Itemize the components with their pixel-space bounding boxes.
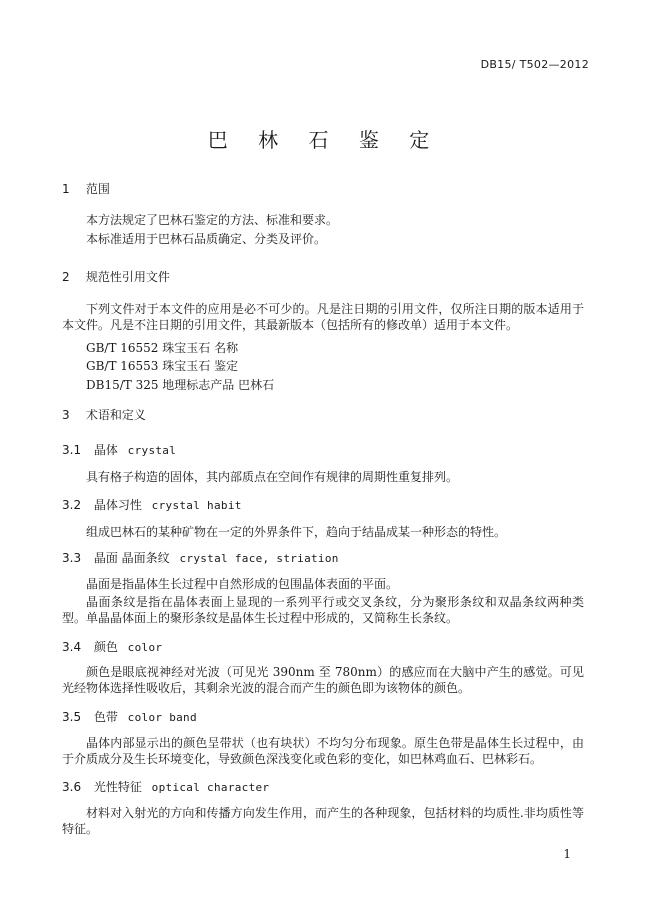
section-1-paragraph-2: 本标准适用于巴林石品质确定、分类及评价。	[86, 232, 327, 246]
subsection-3-5-heading	[62, 708, 197, 725]
subsection-3-1-heading	[62, 441, 176, 458]
subsection-3-6-heading	[62, 778, 269, 795]
term-chinese: 晶面 晶面条纹	[93, 551, 170, 565]
section-2-heading	[62, 268, 170, 285]
term-chinese: 色带	[93, 710, 118, 724]
subsection-number: 3.3	[62, 551, 82, 565]
subsection-3-1-definition: 具有格子构造的固体，其内部质点在空间作有规律的周期性重复排列。	[86, 470, 459, 484]
subsection-3-3-definition-2: 晶面条纹是指在晶体表面上显现的一系列平行或交叉条纹，分为聚形条纹和双晶条纹两种类型。单晶晶体面上的聚形条纹是晶体生长过程中形成的，又简称生长条纹。	[62, 595, 584, 625]
reference-item: GB/T 16553 珠宝玉石 鉴定	[86, 359, 239, 373]
term-chinese: 晶体习性	[93, 498, 142, 512]
document-title: 巴 林 石 鉴 定	[207, 128, 442, 152]
section-title: 术语和定义	[85, 408, 146, 422]
term-chinese: 光性特征	[93, 780, 142, 794]
subsection-number: 3.5	[62, 710, 82, 724]
term-english: optical character	[151, 781, 270, 794]
term-english: crystal	[127, 444, 177, 457]
page-number: 1	[563, 847, 571, 861]
section-number: 3	[62, 408, 70, 422]
subsection-3-2-heading	[62, 496, 242, 513]
subsection-3-2-definition: 组成巴林石的某种矿物在一定的外界条件下，趋向于结晶成某一种形态的特性。	[86, 525, 507, 539]
subsection-number: 3.2	[62, 498, 82, 512]
subsection-3-6-definition: 材料对入射光的方向和传播方向发生作用，而产生的各种现象，包括材料的均质性.非均质性等特征。	[62, 806, 584, 836]
term-english: crystal habit	[151, 499, 242, 512]
section-number: 1	[62, 182, 70, 196]
section-3-heading	[62, 406, 146, 423]
subsection-number: 3.1	[62, 443, 82, 457]
section-2-paragraph-1: 下列文件对于本文件的应用是必不可少的。凡是注日期的引用文件，仅所注日期的版本适用于本文件。凡是不注日期的引用文件，其最新版本（包括所有的修改单）适用于本文件。	[62, 302, 584, 332]
subsection-3-4-definition: 颜色是眼底视神经对光波（可见光 390nm 至 780nm）的感应而在大脑中产生的感觉。可见光经物体选择性吸收后，其剩余光波的混合而产生的颜色即为该物体的颜色。	[62, 665, 584, 695]
term-english: color	[127, 641, 163, 654]
term-english: crystal face, striation	[179, 552, 339, 565]
term-english: color band	[127, 711, 197, 724]
reference-item: DB15/T 325 地理标志产品 巴林石	[86, 378, 275, 392]
subsection-number: 3.6	[62, 780, 82, 794]
section-title: 规范性引用文件	[85, 270, 170, 284]
section-1-paragraph-1: 本方法规定了巴林石鉴定的方法、标准和要求。	[86, 213, 339, 227]
section-number: 2	[62, 270, 70, 284]
term-chinese: 颜色	[93, 640, 118, 654]
subsection-3-3-definition-1: 晶面是指晶体生长过程中自然形成的包围晶体表面的平面。	[86, 577, 399, 591]
term-chinese: 晶体	[93, 443, 118, 457]
standard-code: DB15/ T502—2012	[480, 58, 589, 71]
subsection-3-3-heading	[62, 549, 339, 566]
subsection-number: 3.4	[62, 640, 82, 654]
section-1-heading	[62, 180, 110, 197]
subsection-3-5-definition: 晶体内部显示出的颜色呈带状（也有块状）不均匀分布现象。原生色带是晶体生长过程中，由于介质成分及生长环境变化，导致颜色深浅变化或色彩的变化，如巴林鸡血石、巴林彩石。	[62, 736, 584, 766]
section-title: 范围	[85, 182, 110, 196]
reference-item: GB/T 16552 珠宝玉石 名称	[86, 341, 239, 355]
subsection-3-4-heading	[62, 638, 162, 655]
